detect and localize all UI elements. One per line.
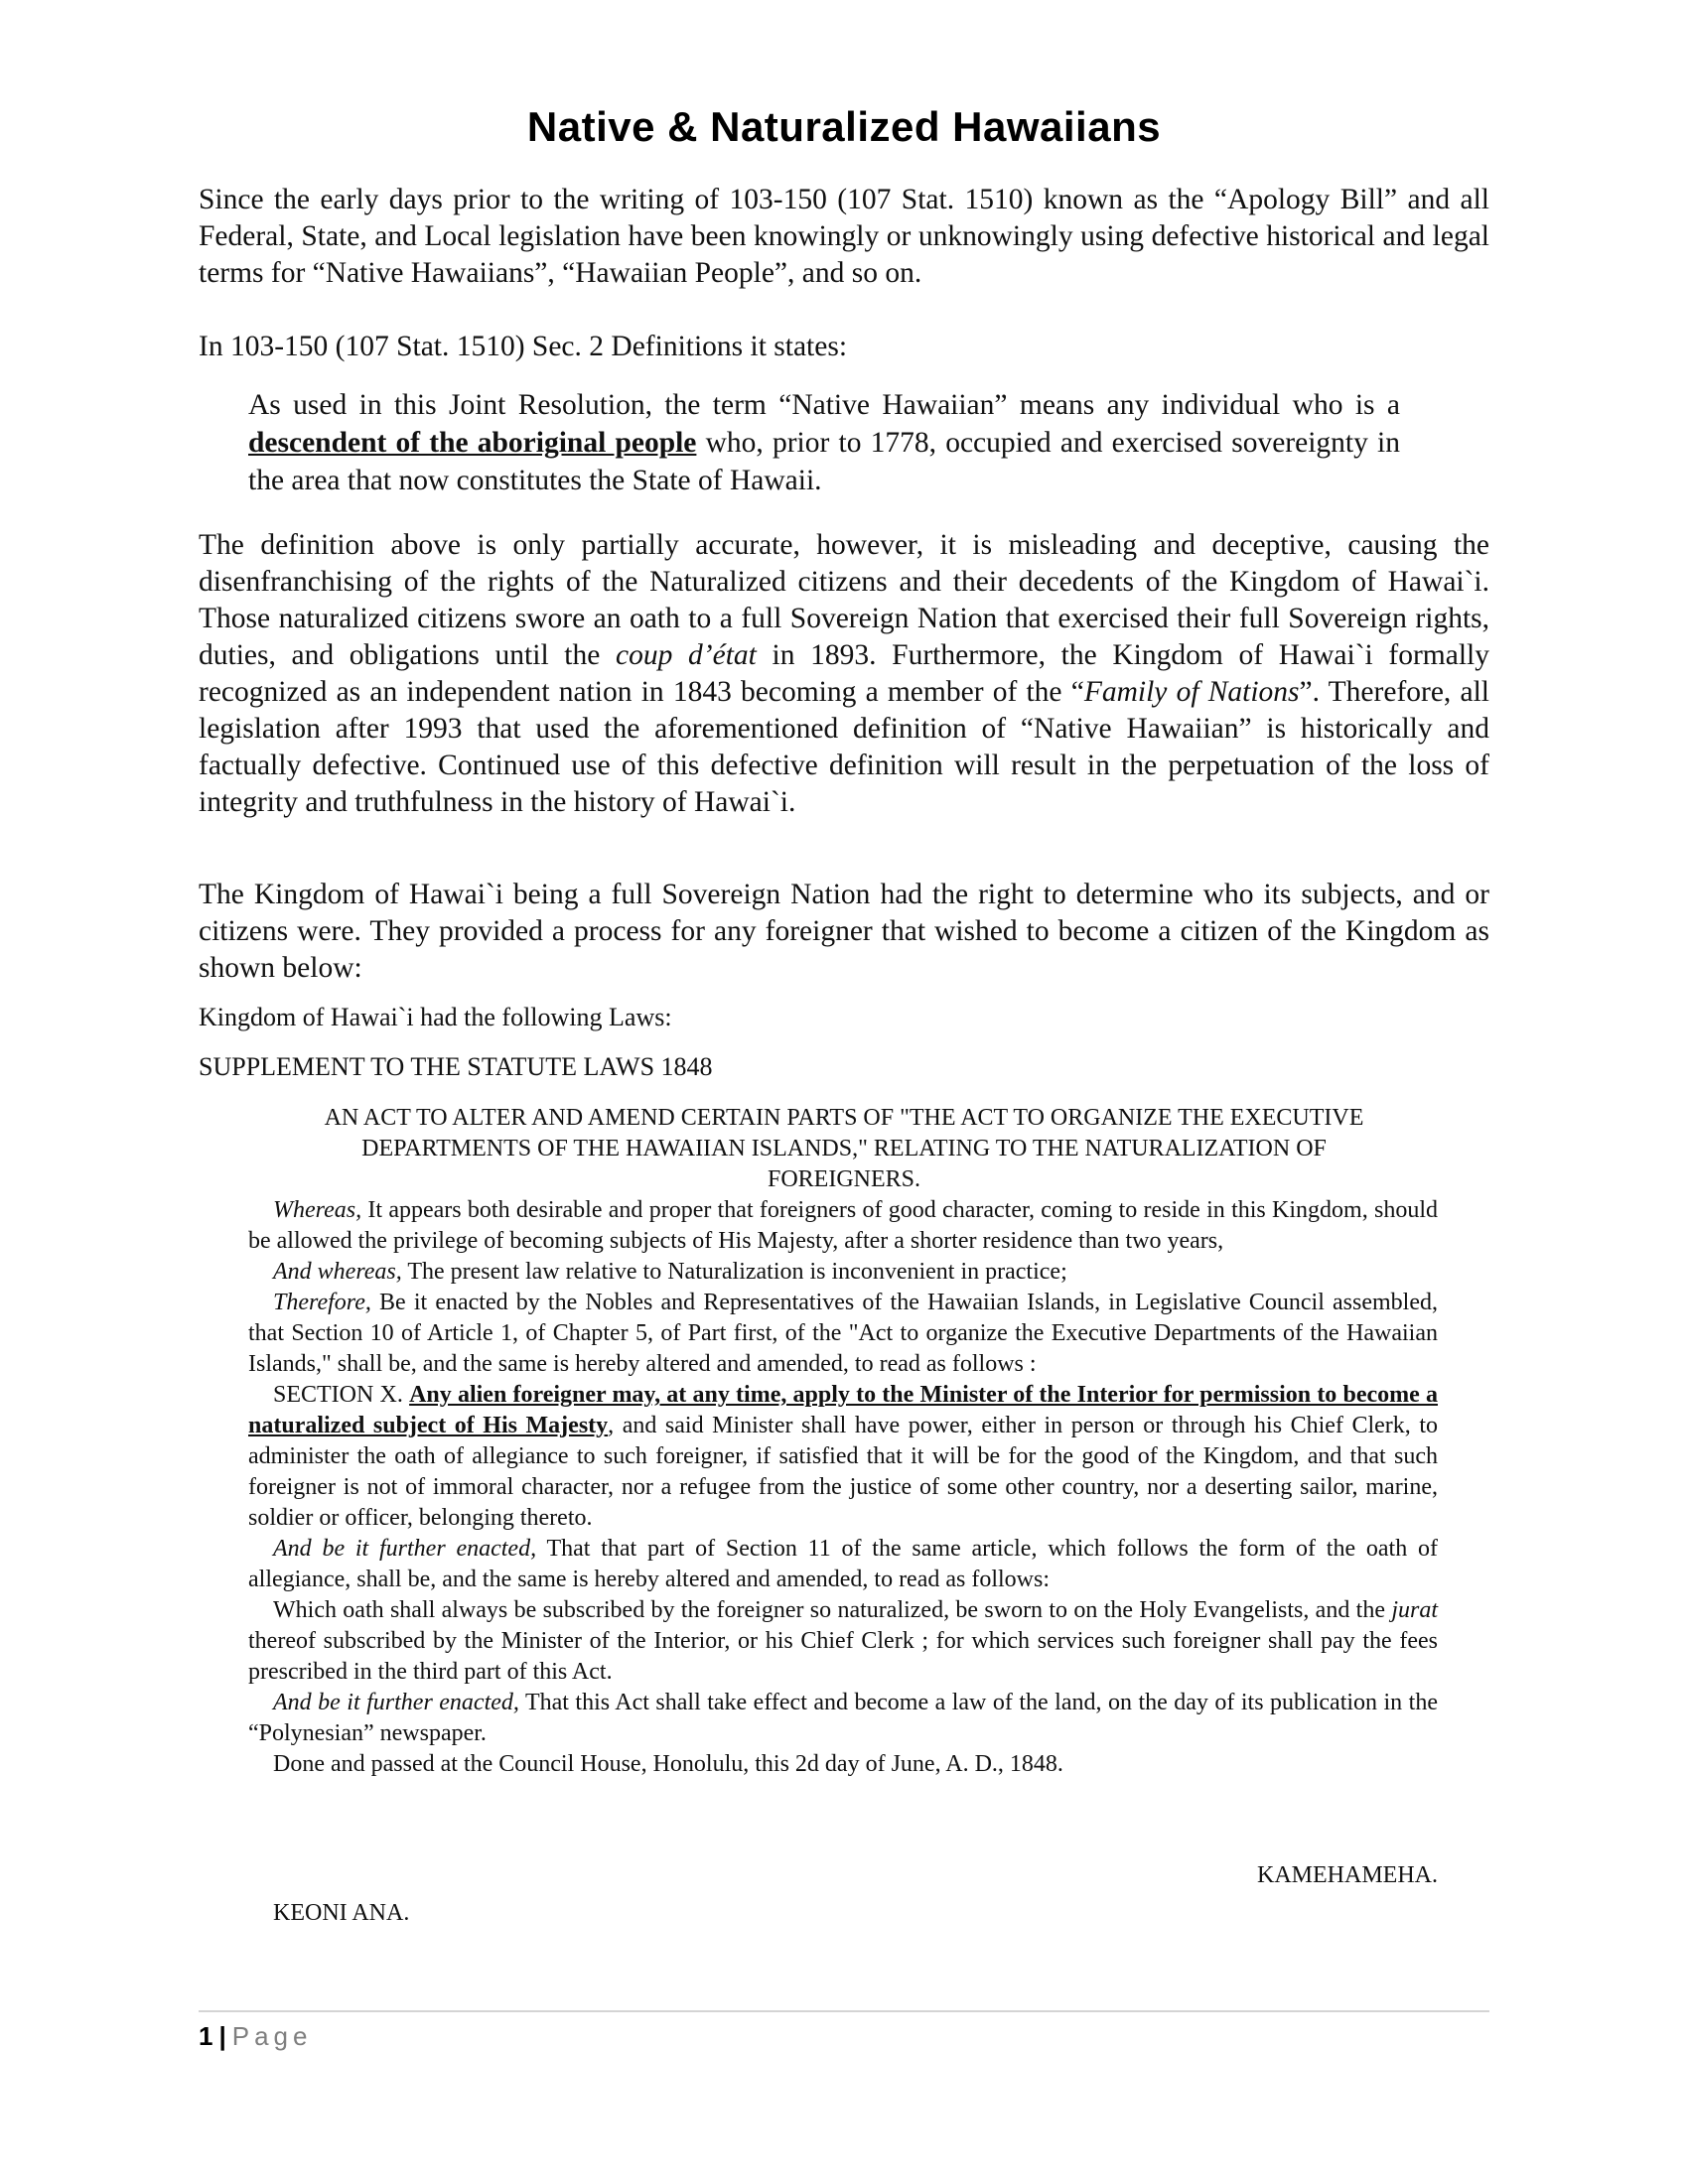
- andwhereas-text: The present law relative to Naturalization is inconvenient in practice;: [401, 1259, 1067, 1285]
- footer-divider: [199, 2010, 1489, 2012]
- act-body: [248, 1195, 1438, 1780]
- supplement-heading: SUPPLEMENT TO THE STATUTE LAWS 1848: [199, 1052, 713, 1081]
- andwhereas-label: And whereas,: [273, 1259, 402, 1285]
- therefore-clause: [248, 1288, 1438, 1380]
- further1-text: That that part of Section 11 of the same article, which follows the form of the oath of allegiance, shall be, and the same is hereby altered and amended, to read as follows:: [248, 1536, 1438, 1592]
- laws-intro: Kingdom of Hawai`i had the following Laws:: [199, 1003, 672, 1031]
- act-heading: AN ACT TO ALTER AND AMEND CERTAIN PARTS OF "THE ACT TO ORGANIZE THE EXECUTIVE DEPARTMENTS OF THE HAWAIIAN ISLANDS," RELATING TO THE NATURALIZATION OF FOREIGNERS.: [324, 1105, 1364, 1192]
- oath-text-b: thereof subscribed by the Minister of the Interior, or his Chief Clerk ; for which services such foreigner shall pay the fees prescribed in the third part of this Act.: [248, 1628, 1438, 1685]
- further-enacted-clause-1: [248, 1534, 1438, 1595]
- page-footer: [199, 2021, 312, 2052]
- section-text: , and said Minister shall have power, either in person or through his Chief Clerk, to administer the oath of allegiance to such foreigner, if satisfied that it will be for the good of the Kingdom, and that such foreigner is not of immoral character, nor a refugee from the justice of some other country, nor a deserting sailor, marine, soldier or officer, belonging thereto.: [248, 1413, 1439, 1531]
- section-emphasis: Any alien foreigner may, at any time, apply to the Minister of the Interior for permission to become a naturalized subject of His Majesty: [248, 1382, 1439, 1438]
- analysis-text-b: in 1893. Furthermore, the Kingdom of Hawai`i formally recognized as an independent nation in 1843 becoming a member of the “: [199, 639, 1489, 708]
- quote-emphasis: descendent of the aboriginal people: [248, 427, 697, 459]
- analysis-family-term: Family of Nations: [1083, 676, 1300, 708]
- definitions-intro: In 103-150 (107 Stat. 1510) Sec. 2 Definitions it states:: [199, 331, 848, 362]
- page-label: Page: [231, 2021, 313, 2051]
- quote-text-after: who, prior to 1778, occupied and exercised sovereignty in the area that now constitutes the State of Hawaii.: [248, 427, 1400, 496]
- section-x-clause: [248, 1380, 1438, 1534]
- analysis-coup-term: coup d’état: [616, 639, 757, 671]
- section-label: SECTION X.: [273, 1382, 410, 1408]
- further2-text: That this Act shall take effect and become a law of the land, on the day of its publication in the “Polynesian” newspaper.: [248, 1690, 1438, 1746]
- therefore-label: Therefore,: [273, 1290, 371, 1315]
- definition-quote: [248, 386, 1400, 499]
- page-title: Native & Naturalized Hawaiians: [526, 103, 1162, 150]
- sovereignty-paragraph: The Kingdom of Hawai`i being a full Sovereign Nation had the right to determine who its subjects, and or citizens were. They provided a process for any foreigner that wished to become a citizen of the Kingdom as shown below:: [199, 879, 1489, 984]
- document-page: [199, 0, 1489, 2184]
- whereas-label: Whereas,: [273, 1197, 362, 1223]
- further1-label: And be it further enacted,: [273, 1536, 537, 1562]
- oath-text-a: Which oath shall always be subscribed by the foreigner so naturalized, be sworn to on the Holy Evangelists, and the: [273, 1597, 1392, 1623]
- oath-clause: [248, 1595, 1438, 1688]
- page-separator: |: [218, 2021, 226, 2051]
- done-passed-line: Done and passed at the Council House, Honolulu, this 2d day of June, A. D., 1848.: [273, 1751, 1063, 1777]
- signature-keoni-ana: KEONI ANA.: [273, 1900, 410, 1926]
- further2-label: And be it further enacted,: [273, 1690, 519, 1715]
- whereas-clause: [248, 1195, 1438, 1257]
- signature-kamehameha: KAMEHAMEHA.: [1257, 1862, 1438, 1888]
- analysis-paragraph: [199, 527, 1489, 821]
- further-enacted-clause-2: [248, 1688, 1438, 1749]
- intro-paragraph: Since the early days prior to the writing of 103-150 (107 Stat. 1510) known as the “Apology Bill” and all Federal, State, and Local legislation have been knowingly or unknowingly using defective historical and legal terms for “Native Hawaiians”, “Hawaiian People”, and so on.: [199, 184, 1489, 289]
- therefore-text: Be it enacted by the Nobles and Representatives of the Hawaiian Islands, in Legislative Council assembled, that Section 10 of Article 1, of Chapter 5, of Part first, of the "Act to organize the Executive Departments of the Hawaiian Islands," shall be, and the same is hereby altered and amended, to read as follows :: [248, 1290, 1438, 1377]
- whereas-text: It appears both desirable and proper that foreigners of good character, coming to reside in this Kingdom, should be allowed the privilege of becoming subjects of His Majesty, after a shorter residence than two years,: [248, 1197, 1438, 1254]
- andwhereas-clause: [248, 1257, 1438, 1288]
- analysis-text-c: ”. Therefore, all legislation after 1993 that used the aforementioned definition of “Native Hawaiian” is historically and factually defective. Continued use of this defective definition will result in the perpetuation of the loss of integrity and truthfulness in the history of Hawai`i.: [199, 676, 1489, 818]
- analysis-text-a: The definition above is only partially accurate, however, it is misleading and deceptive, causing the disenfranchising of the rights of the Naturalized citizens and their decedents of the Kingdom of Hawai`i. Those naturalized citizens swore an oath to a full Sovereign Nation that exercised their full Sovereign rights, duties, and obligations until the: [199, 529, 1489, 671]
- oath-jurat: jurat: [1391, 1597, 1438, 1623]
- page-number: 1: [199, 2021, 213, 2051]
- quote-text-before: As used in this Joint Resolution, the term “Native Hawaiian” means any individual who is a: [248, 389, 1400, 421]
